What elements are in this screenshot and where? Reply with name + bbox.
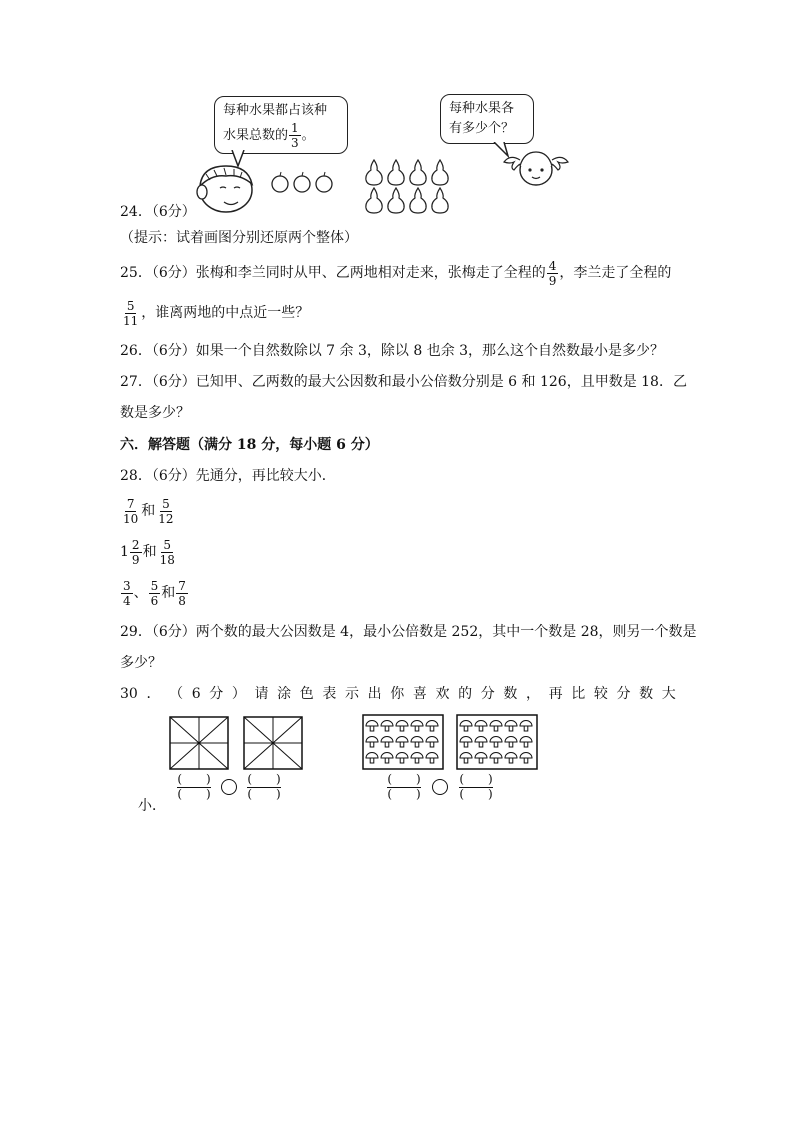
fraction-5-12: $\frac{5}{12}$ (158, 496, 174, 526)
square-grid-figure-left (169, 716, 229, 770)
pear-icon (366, 188, 382, 213)
q29-line2: 多少？ (120, 655, 162, 671)
fraction-7-10: $\frac{7}{10}$ (123, 496, 139, 526)
q30-tail: 小． (138, 798, 166, 814)
q30-token: 比 (571, 686, 586, 702)
q30-token: 6 (191, 686, 201, 702)
q30-token: ． (146, 686, 161, 702)
q30-token: ， (526, 686, 540, 702)
boy-face-icon (190, 160, 260, 216)
q30-token: 分 (480, 686, 495, 702)
q30-token: 再 (548, 686, 563, 702)
q25-fraction-5-11: $\frac{5}{11}$ (123, 298, 139, 328)
illustration (180, 90, 580, 220)
q24-label: 24．（6分） (120, 204, 196, 220)
q30-token: 分 (209, 686, 224, 702)
girl-face-icon (500, 146, 570, 190)
q30-token: 分 (616, 686, 631, 702)
q30-token: 欢 (435, 686, 450, 702)
pear-icon (366, 160, 382, 185)
blank-fraction-3[interactable]: ( ) ( ) (387, 772, 421, 801)
q30-token: （ (169, 686, 184, 702)
pear-icon (432, 188, 448, 213)
q27-line2: 数是多少？ (120, 405, 190, 421)
apples-group (270, 170, 336, 194)
pear-icon (432, 160, 448, 185)
fraction-5-18: $\frac{5}{18}$ (159, 537, 175, 567)
fraction-5-6: $\frac{5}{6}$ (150, 578, 159, 608)
q30-token: 表 (322, 686, 337, 702)
fraction-7-8: $\frac{7}{8}$ (178, 578, 186, 608)
pear-icon (388, 188, 404, 213)
q30-line1 (120, 684, 676, 704)
q28-row1: $\frac{7}{10}$ 和 $\frac{5}{12}$ (123, 496, 174, 526)
q30-token: 涂 (277, 686, 292, 702)
q30-token: 请 (254, 686, 269, 702)
pear-icon (410, 160, 426, 185)
mushroom-grid-figure-right (456, 714, 538, 770)
compare-circle-1[interactable] (221, 779, 237, 795)
q30-token: 数 (503, 686, 518, 702)
q28-text: 28．（6分）先通分，再比较大小． (120, 468, 336, 484)
q30-token: 的 (458, 686, 473, 702)
q30-token: 喜 (412, 686, 427, 702)
q30-token: 较 (593, 686, 608, 702)
girl-bubble-line2: 有多少个？ (449, 121, 515, 136)
q27-line1: 27．（6分）已知甲、乙两数的最大公因数和最小公倍数分别是 6 和 126，且甲数是 18．乙 (120, 374, 687, 390)
apple-icon (272, 172, 288, 192)
girl-speech-bubble (440, 94, 534, 144)
pear-icon (410, 188, 426, 213)
q30-token: 示 (345, 686, 359, 702)
apple-icon (316, 172, 332, 192)
mushroom-grid-figure-left (362, 714, 444, 770)
q30-token: 色 (299, 686, 314, 702)
boy-speech-bubble (214, 96, 348, 154)
q30-token: 数 (639, 686, 654, 702)
square-grid-figure-right (243, 716, 303, 770)
q28-row3: $\frac{3}{4}$ 、 $\frac{5}{6}$ 和 $\frac{7}{8}$ (123, 578, 186, 608)
q24-hint: （提示：试着画图分别还原两个整体） (120, 230, 358, 246)
apple-icon (294, 172, 310, 192)
blank-fraction-4[interactable]: ( ) ( ) (459, 772, 493, 801)
mixed-whole: 1 (120, 544, 129, 560)
q29-line1: 29．（6分）两个数的最大公因数是 4，最小公倍数是 252，其中一个数是 28，则另一个数是 (120, 624, 697, 640)
girl-bubble-line1: 每种水果各 (449, 101, 515, 116)
fraction-2-9: $\frac{2}{9}$ (131, 537, 140, 567)
q30-token: 大 (661, 686, 676, 702)
q30-token: 出 (367, 686, 382, 702)
q25-line2: $\frac{5}{11}$ ，谁离两地的中点近一些？ (123, 298, 310, 328)
blank-fraction-2[interactable]: ( ) ( ) (247, 772, 281, 801)
boy-bubble-line1: 每种水果都占该种 (223, 103, 328, 118)
q30-token: 30 (120, 686, 138, 702)
q25-line1: 25．（6分）张梅和李兰同时从甲、乙两地相对走来，张梅走了全程的 $\frac{4}{9}$ ，李兰走了全程的 (120, 258, 672, 288)
compare-circle-2[interactable] (432, 779, 448, 795)
one-third-fraction: $\frac{1}{3}$ (291, 121, 299, 150)
fraction-3-4: $\frac{3}{4}$ (123, 578, 131, 608)
q30-token: ） (231, 686, 246, 702)
q28-row2: 1 $\frac{2}{9}$ 和 $\frac{5}{18}$ (120, 537, 175, 567)
q26-text: 26．（6分）如果一个自然数除以 7 余 3，除以 8 也余 3，那么这个自然数最小是多少？ (120, 343, 665, 359)
blank-fraction-1[interactable]: ( ) ( ) (177, 772, 211, 801)
pear-icon (388, 160, 404, 185)
boy-bubble-line2: 水果总数的 $\frac{1}{3}$ 。 (223, 121, 315, 150)
q25-fraction-4-9: $\frac{4}{9}$ (548, 258, 557, 288)
q30-token: 你 (390, 686, 405, 702)
section6-title: 六．解答题（满分 18 分，每小题 6 分） (120, 437, 379, 453)
pears-group (364, 158, 454, 214)
